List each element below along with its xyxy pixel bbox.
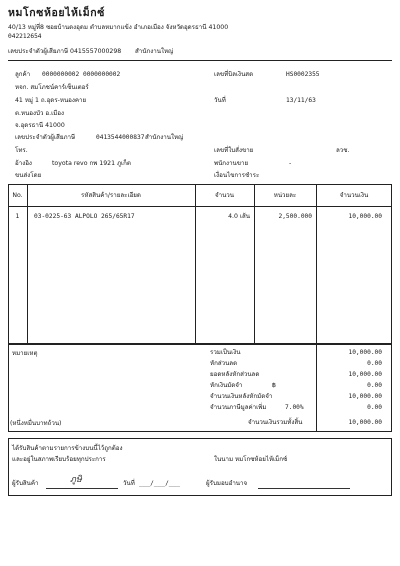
receiver-label: ผู้รับสินค้า (12, 480, 39, 487)
col-header-qty: จำนวน (214, 192, 235, 199)
col-divider (195, 184, 196, 344)
receiver-signature-line (46, 488, 118, 489)
order-no-label: เลขที่ใบสั่งขาย (214, 147, 254, 154)
customer-tax-branch: สำนักงานใหญ่ (145, 134, 184, 141)
receipt-note-2: และอยู่ในสภาพเรียบร้อยทุกประการ (12, 456, 106, 463)
col-header-no: No. (12, 192, 23, 199)
company-phone: 042212654 (8, 33, 42, 40)
summary-value: 0.00 (367, 404, 382, 411)
col-divider (316, 184, 317, 344)
ship-by-label: ขนส่งโดย (15, 172, 42, 179)
customer-address-3: จ.อุดรธานี 41000 (15, 122, 65, 129)
company-name: หมโกซห้อยไห้เม็กซ์ (8, 7, 105, 19)
salesman-label: พนักงานขาย (214, 160, 249, 167)
receive-date-blank: ___/___/___ (139, 480, 180, 487)
summary-value: 0.00 (367, 360, 382, 367)
customer-address-1: 41 หมู่ 1 ถ.อุดร-หนองคาย (15, 97, 87, 104)
row-desc: 03-0225-63 ALPOLO 265/65R17 (34, 213, 135, 220)
doc-date-label: วันที่ (214, 97, 226, 104)
row-no: 1 (15, 213, 20, 220)
col-header-price: หน่วยละ (273, 192, 297, 199)
items-table (8, 184, 392, 344)
summary-value: 10,000.00 (348, 393, 382, 400)
summary-value: 10,000.00 (348, 349, 382, 356)
summary-pct: 7.00% (285, 404, 304, 411)
summary-value: 10,000.00 (348, 419, 382, 426)
items-table-header-rule (8, 206, 392, 207)
customer-tax-id-value: 0413544000837 (96, 134, 145, 141)
header-divider (8, 60, 392, 61)
discount-label: ลวช. (336, 147, 350, 154)
col-header-amount: จำนวนเงิน (339, 192, 369, 199)
salesman-value: - (289, 160, 292, 167)
reference-value: toyota revo กพ 1921 ภูเก็ต (52, 160, 131, 167)
for-company: ในนาม หมโกซห้อยไห้เม็กซ์ (214, 456, 288, 463)
summary-pct: ฿ (272, 382, 276, 389)
summary-label: จำนวนเงินหลังหักมัดจำ (210, 393, 273, 400)
customer-phone-label: โทร. (15, 147, 28, 154)
remark-label: หมายเหตุ (12, 350, 38, 357)
amount-in-words: (หนึ่งหมื่นบาทถ้วน) (10, 420, 62, 427)
doc-no-label: เลขที่บิลเงินสด (214, 71, 254, 78)
receive-date-label: วันที่ (123, 480, 135, 487)
reference-label: อ้างอิง (15, 160, 32, 167)
summary-label: หักเงินมัดจำ (210, 382, 243, 389)
col-header-desc: รหัสสินค้า/รายละเอียด (81, 192, 141, 199)
receiver-signature: ภูษิ (70, 475, 82, 485)
doc-no-value: HS0002355 (286, 71, 320, 78)
customer-address-2: ต.หนองบัว อ.เมือง (15, 110, 65, 117)
row-qty: 4.0 เส้น (228, 213, 250, 220)
col-divider (254, 184, 255, 344)
summary-label: จำนวนภาษีมูลค่าเพิ่ม (210, 404, 267, 411)
company-tax-id: เลขประจำตัวผู้เสียภาษี 0415557000298 (8, 48, 122, 55)
summary-label: รวมเป็นเงิน (210, 349, 241, 356)
row-amount: 10,000.00 (348, 213, 382, 220)
authorized-label: ผู้รับมอบอำนาจ (206, 480, 248, 487)
customer-code-value: 0000000002 0000000002 (42, 71, 121, 78)
summary-label: ยอดหลังหักส่วนลด (210, 371, 260, 378)
summary-label: หักส่วนลด (210, 360, 238, 367)
col-divider (27, 184, 28, 344)
summary-value: 0.00 (367, 382, 382, 389)
customer-code-label: ลูกค้า (15, 71, 31, 78)
summary-label: จำนวนเงินรวมทั้งสิ้น (248, 419, 303, 426)
customer-name: หจก. สมโภชน์คาร์เซ็นเตอร์ (15, 84, 89, 91)
row-price: 2,500.000 (278, 213, 312, 220)
company-branch: สำนักงานใหญ่ (135, 48, 174, 55)
receipt-note-1: ได้รับสินค้าตามรายการข้างบนนี้ไว้ถูกต้อง (12, 445, 123, 452)
authorized-signature-line (258, 488, 350, 489)
summary-value: 10,000.00 (348, 371, 382, 378)
credit-term-label: เงื่อนไขการชำระ (214, 172, 260, 179)
customer-tax-id-label: เลขประจำตัวผู้เสียภาษี (15, 134, 76, 141)
company-address: 40/13 หมู่ที่8 ซอยบ้านดงอุดม ตำบลหมากแข้ง อำเภอเมือง จังหวัดอุดรธานี 41000 (8, 24, 229, 31)
doc-date-value: 13/11/63 (286, 97, 316, 104)
